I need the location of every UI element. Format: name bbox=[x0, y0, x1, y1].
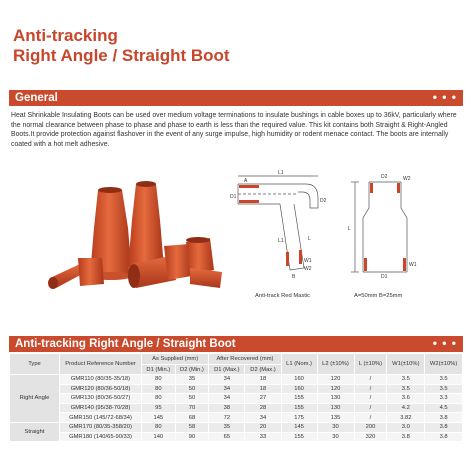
table-cell: GMR140 (95/38-70/28) bbox=[60, 403, 142, 413]
straight-label-d2: D2 bbox=[381, 174, 388, 180]
table-cell: 3.0 bbox=[387, 422, 425, 432]
section-dots: • • • bbox=[432, 336, 457, 350]
col-l: L (±10%) bbox=[354, 354, 387, 375]
col-d2-max: D2 (Max.) bbox=[245, 365, 281, 375]
section-dots: • • • bbox=[432, 90, 457, 104]
table-cell: 27 bbox=[245, 394, 281, 404]
diagram-label-l1-side: L1 bbox=[278, 238, 284, 244]
table-cell: 70 bbox=[175, 403, 209, 413]
col-l2: L2 (±10%) bbox=[317, 354, 354, 375]
general-section-label: General bbox=[15, 92, 58, 104]
table-cell: GMR180 (140/65-90/33) bbox=[60, 432, 142, 442]
table-cell: 4.5 bbox=[425, 403, 463, 413]
table-cell: 145 bbox=[281, 422, 317, 432]
col-d1-min: D1 (Min.) bbox=[142, 365, 176, 375]
col-d1-max: D1 (Max.) bbox=[209, 365, 245, 375]
table-row bbox=[10, 384, 463, 394]
table-cell: 58 bbox=[175, 422, 209, 432]
table-cell: GMR120 (80/36-50/18) bbox=[60, 384, 142, 394]
diagram-label-w2: W2 bbox=[304, 266, 312, 272]
table-cell: 3.8 bbox=[387, 432, 425, 442]
table-cell: 155 bbox=[281, 394, 317, 404]
table-cell: 120 bbox=[317, 384, 354, 394]
table-cell-type: Right Angle bbox=[10, 375, 60, 423]
table-cell: 28 bbox=[245, 403, 281, 413]
table-cell: 130 bbox=[317, 403, 354, 413]
straight-label-l: L bbox=[348, 226, 351, 232]
table-cell: GMR150 (145/72-68/34) bbox=[60, 413, 142, 423]
table-cell: 80 bbox=[142, 384, 176, 394]
table-cell: 3.5 bbox=[387, 375, 425, 385]
diagram-label-d2: D2 bbox=[320, 198, 327, 204]
table-cell: 68 bbox=[175, 413, 209, 423]
table-cell: 34 bbox=[209, 394, 245, 404]
table-cell: 3.3 bbox=[425, 394, 463, 404]
table-cell: 34 bbox=[209, 375, 245, 385]
diagram-label-b: B bbox=[292, 274, 296, 280]
col-w1: W1(±10%) bbox=[387, 354, 425, 375]
general-section-header bbox=[9, 90, 463, 106]
table-cell: 3.8 bbox=[425, 432, 463, 442]
product-photo bbox=[40, 176, 225, 294]
col-l1: L1 (Nom.) bbox=[281, 354, 317, 375]
page-title-line1: Anti-tracking bbox=[13, 26, 118, 45]
table-row bbox=[10, 403, 463, 413]
col-as-supplied: As Supplied (mm) bbox=[142, 354, 209, 365]
table-cell: 320 bbox=[354, 432, 387, 442]
diagram-label-a: A bbox=[244, 178, 248, 184]
table-cell: 80 bbox=[142, 394, 176, 404]
table-cell: 120 bbox=[317, 375, 354, 385]
table-cell: 34 bbox=[209, 384, 245, 394]
table-cell: 18 bbox=[245, 375, 281, 385]
page-title-line2: Right Angle / Straight Boot bbox=[13, 46, 230, 65]
table-cell: 35 bbox=[209, 422, 245, 432]
right-angle-boot-diagram bbox=[214, 170, 340, 282]
straight-boot-diagram bbox=[343, 168, 463, 282]
diagram-caption-mastic: Anti-track Red Mastic bbox=[255, 293, 311, 299]
table-cell: 95 bbox=[142, 403, 176, 413]
table-cell: 3.5 bbox=[387, 384, 425, 394]
table-cell: 50 bbox=[175, 394, 209, 404]
table-cell: 50 bbox=[175, 384, 209, 394]
spec-section-header bbox=[9, 336, 463, 352]
table-cell: 3.5 bbox=[425, 384, 463, 394]
table-cell: 175 bbox=[281, 413, 317, 423]
table-cell: GMR170 (80/35-358/20) bbox=[60, 422, 142, 432]
diagram-label-d1: D1 bbox=[230, 194, 237, 200]
table-cell: GMR110 (80/35-35/18) bbox=[60, 375, 142, 385]
table-cell-type: Straight bbox=[10, 422, 60, 441]
col-type: Type bbox=[10, 354, 60, 375]
col-ref: Product Reference Number bbox=[60, 354, 142, 375]
table-cell: 90 bbox=[175, 432, 209, 442]
table-row bbox=[10, 375, 463, 385]
table-cell: 65 bbox=[209, 432, 245, 442]
table-cell: 3.5 bbox=[425, 375, 463, 385]
table-cell: / bbox=[354, 394, 387, 404]
table-cell: 34 bbox=[245, 413, 281, 423]
table-cell: 3.6 bbox=[387, 394, 425, 404]
table-cell: 155 bbox=[281, 403, 317, 413]
table-cell: 3.8 bbox=[425, 413, 463, 423]
table-cell: 33 bbox=[245, 432, 281, 442]
table-cell: 30 bbox=[317, 422, 354, 432]
diagram-label-w1: W1 bbox=[304, 258, 312, 264]
straight-label-w2: W2 bbox=[403, 176, 411, 182]
table-cell: 140 bbox=[142, 432, 176, 442]
table-cell: / bbox=[354, 384, 387, 394]
table-cell: / bbox=[354, 375, 387, 385]
col-d2-min: D2 (Min.) bbox=[175, 365, 209, 375]
diagram-caption-dimensions: A=50mm B=25mm bbox=[354, 293, 403, 299]
table-row bbox=[10, 432, 463, 442]
table-cell: / bbox=[354, 413, 387, 423]
spec-section-label: Anti-tracking Right Angle / Straight Boot bbox=[15, 338, 236, 350]
table-cell: 3.82 bbox=[387, 413, 425, 423]
table-cell: / bbox=[354, 403, 387, 413]
table-cell: 38 bbox=[209, 403, 245, 413]
table-cell: 4.2 bbox=[387, 403, 425, 413]
spec-table bbox=[9, 353, 463, 442]
col-after-recovered: After Recovered (mm) bbox=[209, 354, 281, 365]
table-cell: 80 bbox=[142, 375, 176, 385]
table-cell: 20 bbox=[245, 422, 281, 432]
table-cell: 160 bbox=[281, 375, 317, 385]
table-cell: 35 bbox=[175, 375, 209, 385]
table-cell: 135 bbox=[317, 413, 354, 423]
table-row bbox=[10, 394, 463, 404]
table-row bbox=[10, 413, 463, 423]
table-row bbox=[10, 422, 463, 432]
table-cell: 30 bbox=[317, 432, 354, 442]
table-cell: 200 bbox=[354, 422, 387, 432]
table-cell: 72 bbox=[209, 413, 245, 423]
table-cell: 18 bbox=[245, 384, 281, 394]
table-cell: GMR130 (80/36-50/27) bbox=[60, 394, 142, 404]
table-cell: 160 bbox=[281, 384, 317, 394]
diagram-label-l1-top: L1 bbox=[278, 170, 284, 176]
table-cell: 3.8 bbox=[425, 422, 463, 432]
table-cell: 80 bbox=[142, 422, 176, 432]
table-cell: 155 bbox=[281, 432, 317, 442]
straight-label-w1: W1 bbox=[409, 262, 417, 268]
diagram-label-l: L bbox=[308, 236, 311, 242]
straight-label-d1: D1 bbox=[381, 274, 388, 280]
col-w2: W2(±10%) bbox=[425, 354, 463, 375]
table-cell: 130 bbox=[317, 394, 354, 404]
general-description: Heat Shrinkable Insulating Boots can be used over medium voltage terminations to insulate bushings in cable boxes up to 36kV, particularly where the normal clearance between phase to phase and phase to earth is less than the required value. This kit contains both Straight & Right-Angled Boots.It provide protection against flashover in the event of any surge impulse, high humidity or rodent menace contact. The boots are internally coated with a hot melt adhesive. bbox=[11, 112, 457, 148]
table-cell: 145 bbox=[142, 413, 176, 423]
